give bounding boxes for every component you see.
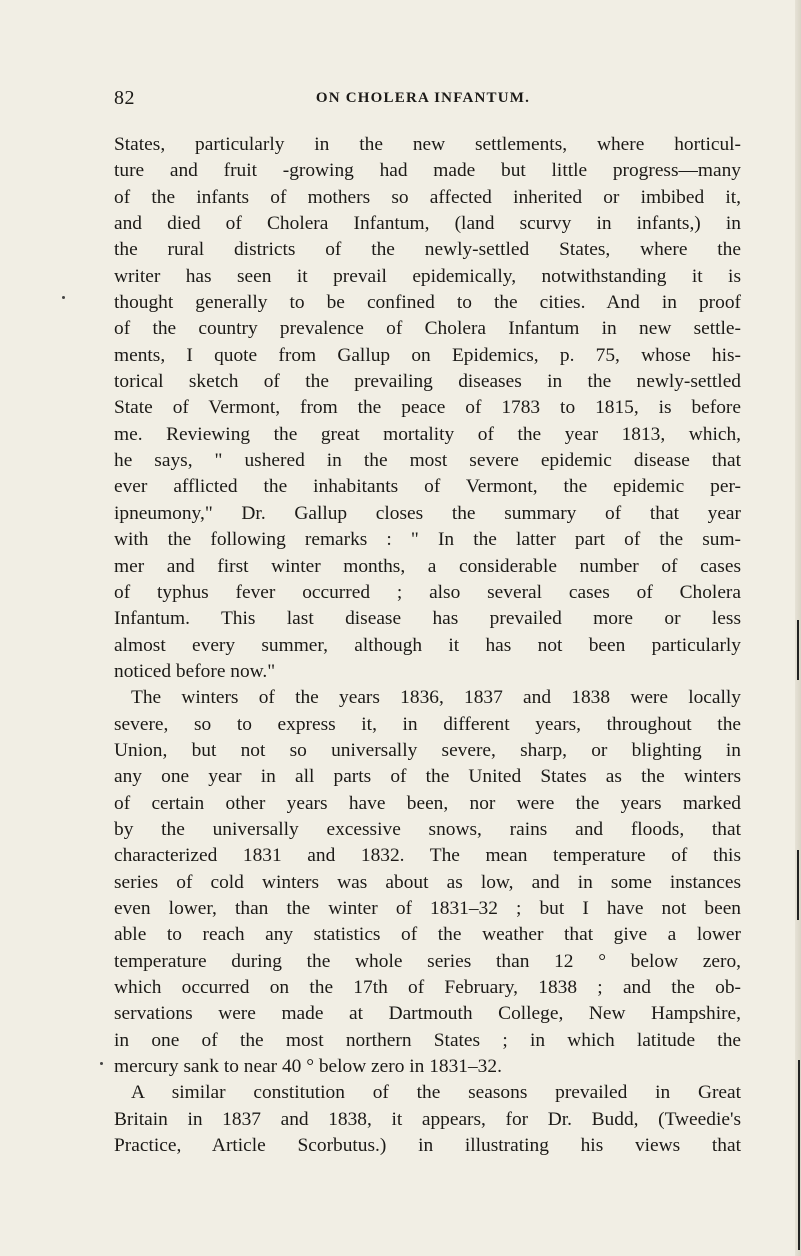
page-edge-mark (797, 850, 799, 920)
text-line: ever afflicted the inhabitants of Vermont, the epidemic per- (114, 476, 741, 498)
text-line: by the universally excessive snows, rains and floods, that (114, 818, 741, 840)
body-text (114, 132, 741, 1159)
text-line: able to reach any statistics of the weather that give a lower (114, 924, 741, 946)
text-line: Britain in 1837 and 1838, it appears, for Dr. Budd, (Tweedie's (114, 1108, 741, 1130)
text-line: which occurred on the 17th of February, 1838 ; and the ob- (114, 977, 741, 998)
text-line: of the infants of mothers so affected inherited or imbibed it, (114, 186, 741, 208)
page-header (114, 87, 732, 115)
text-line: A similar constitution of the seasons prevailed in Great (131, 1082, 741, 1104)
text-line: of certain other years have been, nor were the years marked (114, 792, 741, 814)
text-line: mercury sank to near 40 ° below zero in 1831–32. (114, 1056, 502, 1078)
text-line: noticed before now." (114, 660, 276, 682)
text-line: torical sketch of the prevailing diseases in the newly-settled (114, 371, 741, 393)
text-line: ture and fruit -growing had made but little progress—many (114, 160, 741, 182)
text-line: almost every summer, although it has not been particularly (114, 634, 741, 656)
margin-mark (62, 296, 65, 299)
text-line: Practice, Article Scorbutus.) in illustrating his views that (114, 1135, 741, 1157)
page-edge-mark (797, 620, 799, 680)
text-line: States, particularly in the new settlements, where horticul- (114, 134, 741, 155)
text-line: and died of Cholera Infantum, (land scurvy in infants,) in (114, 213, 741, 235)
margin-mark (100, 1062, 103, 1065)
text-line: any one year in all parts of the United States as the winters (114, 766, 741, 788)
text-line: he says, " ushered in the most severe epidemic disease that (114, 450, 741, 472)
text-line: in one of the most northern States ; in which latitude the (114, 1029, 741, 1051)
text-line: ments, I quote from Gallup on Epidemics, p. 75, whose his- (114, 344, 741, 366)
text-line: mer and first winter months, a considerable number of cases (114, 555, 741, 577)
text-line: Union, but not so universally severe, sharp, or blighting in (114, 739, 741, 761)
text-line: ipneumony," Dr. Gallup closes the summary of that year (114, 502, 741, 524)
text-line: servations were made at Dartmouth College, New Hampshire, (114, 1003, 741, 1025)
text-line: severe, so to express it, in different years, throughout the (114, 713, 741, 735)
text-line: me. Reviewing the great mortality of the year 1813, which, (114, 423, 741, 445)
text-line: characterized 1831 and 1832. The mean temperature of this (114, 845, 741, 867)
text-line: Infantum. This last disease has prevailed more or less (114, 608, 741, 630)
text-line: State of Vermont, from the peace of 1783 to 1815, is before (114, 397, 741, 419)
text-line: even lower, than the winter of 1831–32 ; but I have not been (114, 897, 741, 919)
running-head: ON CHOLERA INFANTUM. (315, 90, 531, 106)
text-line: series of cold winters was about as low, and in some instances (114, 871, 741, 893)
text-line: The winters of the years 1836, 1837 and 1838 were locally (131, 687, 741, 709)
text-line: of the country prevalence of Cholera Infantum in new settle- (114, 318, 741, 340)
page-edge-mark (798, 1060, 800, 1250)
text-line: thought generally to be confined to the cities. And in proof (114, 292, 741, 314)
text-line: of typhus fever occurred ; also several cases of Cholera (114, 581, 741, 603)
text-line: with the following remarks : " In the latter part of the sum- (114, 529, 741, 551)
text-line: writer has seen it prevail epidemically, notwithstanding it is (114, 265, 741, 287)
text-line: temperature during the whole series than 12 ° below zero, (114, 950, 741, 972)
text-line: the rural districts of the newly-settled States, where the (114, 239, 741, 261)
page-number: 82 (114, 87, 135, 109)
